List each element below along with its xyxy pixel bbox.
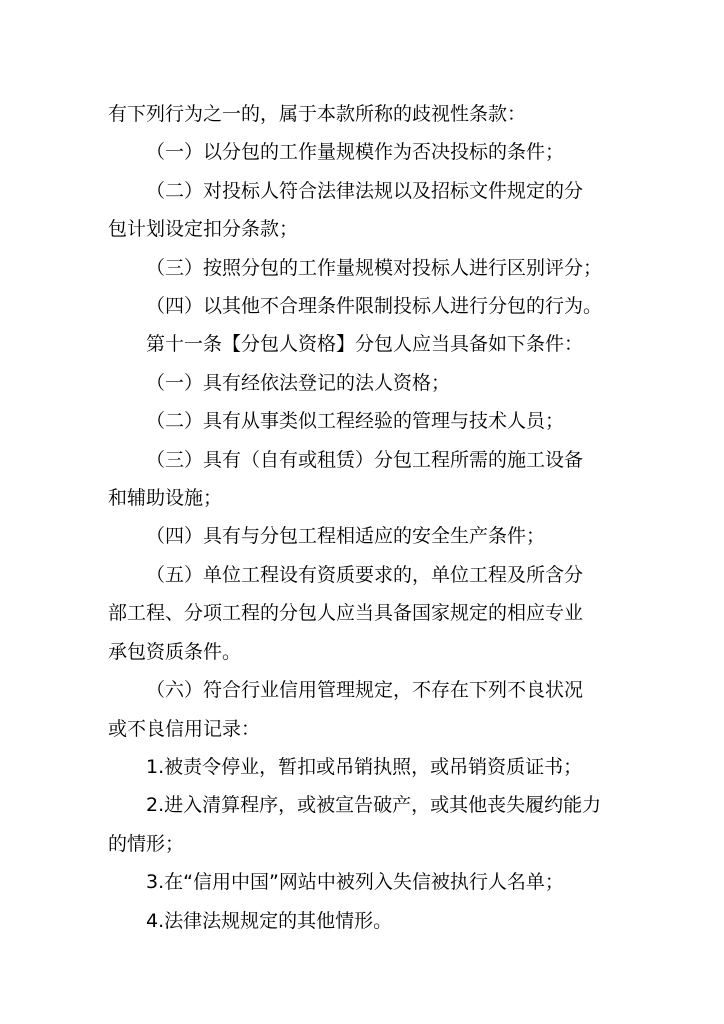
text-line: （六）符合行业信用管理规定，不存在下列不良状况 [146,679,584,702]
text-line: （三）具有（自有或租赁）分包工程所需的施工设备 [146,448,584,471]
paragraph [108,556,618,671]
paragraph [108,902,618,940]
paragraph [108,287,618,325]
text-line: 包计划设定扣分条款； [108,218,299,241]
text-line: （四）具有与分包工程相适应的安全生产条件； [146,525,546,548]
paragraph [108,402,618,440]
text-line: 1.被责令停业，暂扣或吊销执照，或吊销资质证书； [146,755,583,778]
text-line: 有下列行为之一的，属于本款所称的歧视性条款： [108,103,527,125]
paragraph [108,517,618,555]
paragraph [108,325,618,363]
text-line: 的情形； [108,832,185,855]
paragraph [108,249,618,287]
text-line: （五）单位工程设有资质要求的，单位工程及所含分 [146,563,584,586]
paragraph [108,133,618,171]
paragraph [108,748,618,786]
paragraph [108,172,618,249]
paragraph [108,441,618,518]
paragraph [108,863,618,901]
text-line: （一）具有经依法登记的法人资格； [146,371,451,394]
paragraph [108,786,618,863]
text-line: 4.法律法规规定的其他情形。 [146,909,393,932]
text-line: （三）按照分包的工作量规模对投标人进行区别评分； [146,256,603,279]
text-line: （二）对投标人符合法律法规以及招标文件规定的分 [146,179,584,202]
paragraph [108,364,618,402]
text-line: 第十一条【分包人资格】分包人应当具备如下条件： [146,333,584,356]
text-line: 2.进入清算程序，或被宣告破产，或其他丧失履约能力 [146,794,602,817]
paragraph [108,671,618,748]
text-line: 3.在“信用中国”网站中被列入失信被执行人名单； [146,871,564,894]
text-line: （一）以分包的工作量规模作为否决投标的条件； [146,141,565,164]
text-line: （二）具有从事类似工程经验的管理与技术人员； [146,410,565,433]
text-line: 和辅助设施； [108,487,223,510]
text-line: 承包资质条件。 [108,640,242,663]
document-body [108,95,618,940]
text-line: 部工程、分项工程的分包人应当具备国家规定的相应专业 [108,602,584,625]
paragraph [108,95,618,133]
text-line: （四）以其他不合理条件限制投标人进行分包的行为。 [146,295,603,318]
text-line: 或不良信用记录： [108,717,261,740]
